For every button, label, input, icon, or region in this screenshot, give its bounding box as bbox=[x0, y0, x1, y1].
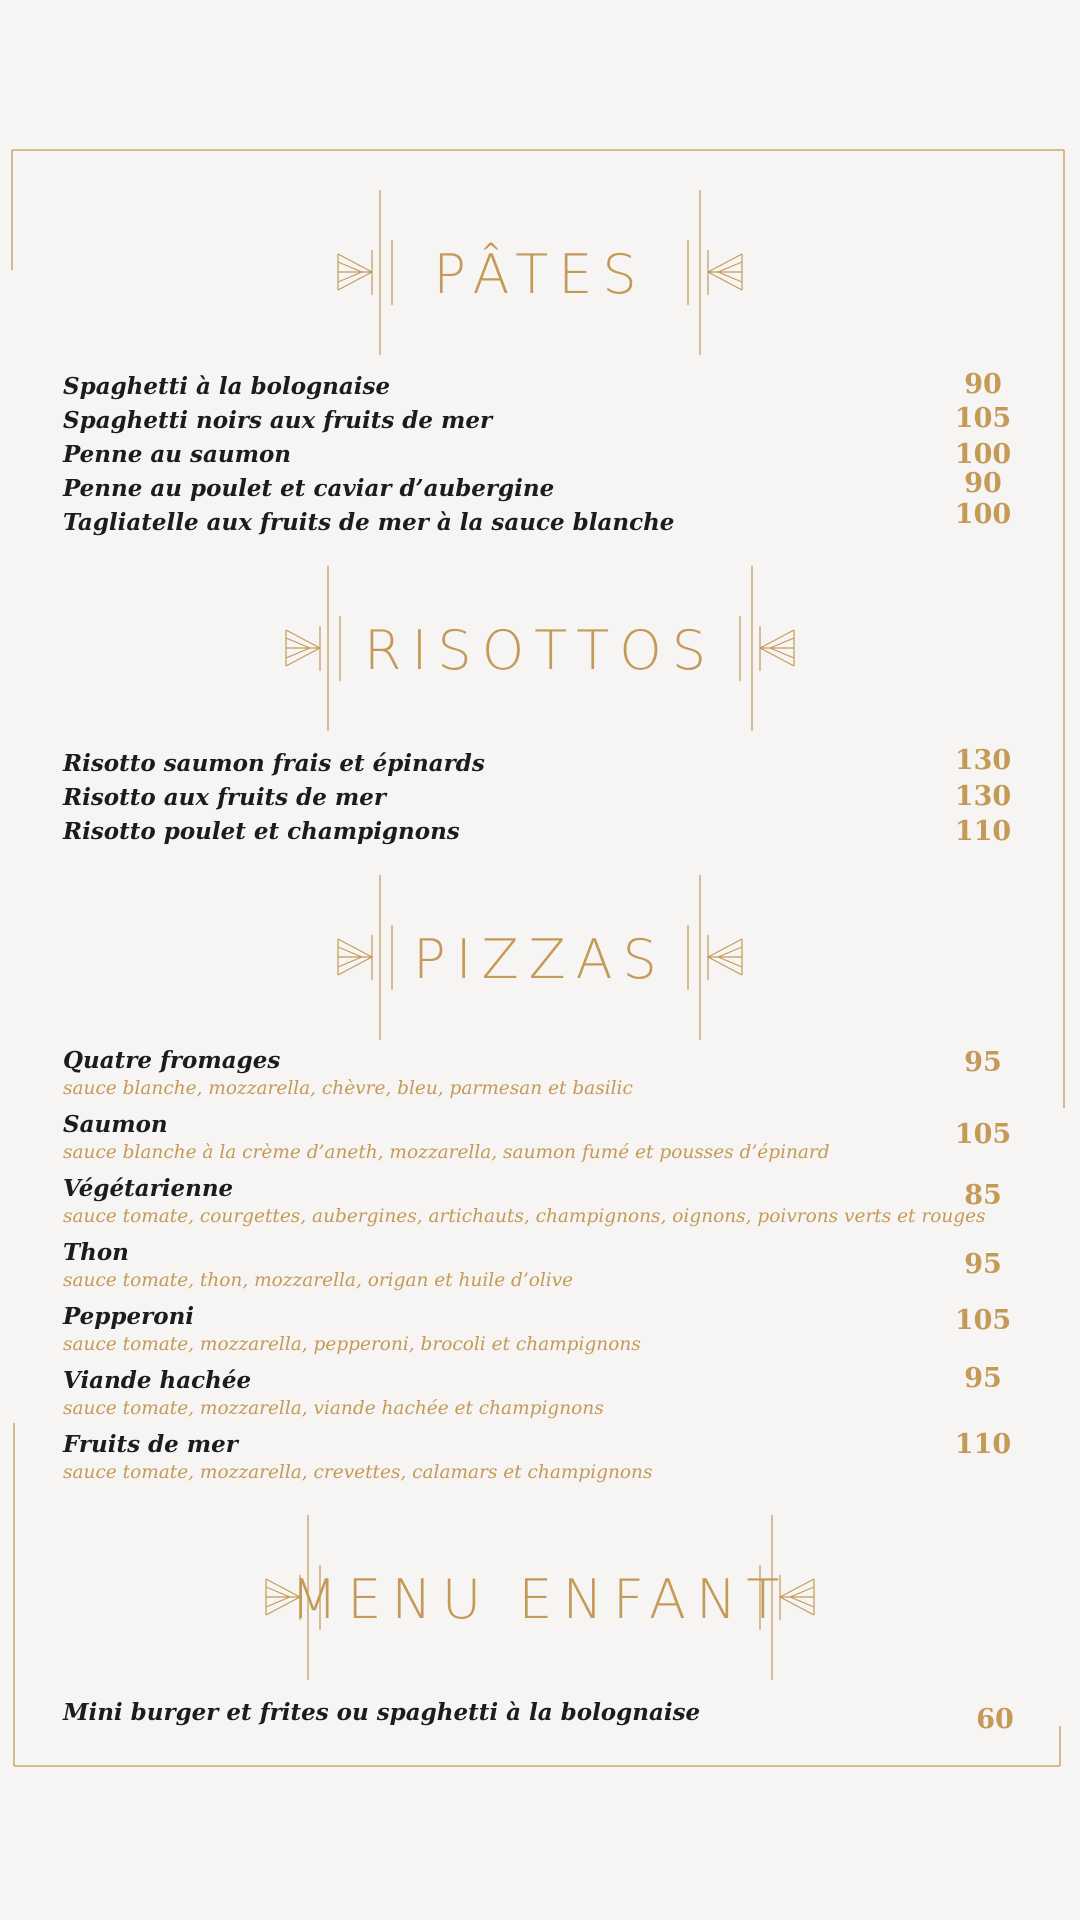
menu-item-price: 105 bbox=[954, 1305, 1012, 1336]
menu-item-price: 90 bbox=[964, 468, 1002, 499]
menu-item-description: sauce tomate, thon, mozzarella, origan et huile d’olive bbox=[63, 1270, 574, 1291]
menu-item-description: sauce tomate, courgettes, aubergines, artichauts, champignons, oignons, poivrons verts et rouges bbox=[63, 1206, 986, 1227]
menu-item-price: 130 bbox=[954, 781, 1012, 812]
menu-item-name: Quatre fromages bbox=[63, 1047, 281, 1074]
menu-item-name: Penne au saumon bbox=[63, 441, 292, 468]
section-title-risottos: RISOTTOS bbox=[363, 619, 717, 682]
menu-item-description: sauce blanche, mozzarella, chèvre, bleu, parmesan et basilic bbox=[63, 1078, 633, 1099]
menu-item-price: 95 bbox=[964, 1363, 1002, 1394]
menu-item-price: 105 bbox=[954, 1119, 1012, 1150]
menu-item-price: 60 bbox=[976, 1704, 1014, 1735]
heading-pates bbox=[0, 190, 1080, 360]
menu-item-price: 105 bbox=[954, 403, 1012, 434]
section-title-pates: PÂTES bbox=[433, 243, 647, 306]
menu-item-description: sauce tomate, mozzarella, pepperoni, brocoli et champignons bbox=[63, 1334, 641, 1355]
menu-item-description: sauce tomate, mozzarella, viande hachée et champignons bbox=[63, 1398, 604, 1419]
heading-pizzas bbox=[0, 875, 1080, 1045]
menu-item-price: 110 bbox=[954, 1429, 1012, 1460]
menu-item-price: 95 bbox=[964, 1249, 1002, 1280]
menu-item-name: Mini burger et frites ou spaghetti à la bolognaise bbox=[63, 1699, 701, 1726]
menu-item-price: 110 bbox=[954, 816, 1012, 847]
menu-item-price: 95 bbox=[964, 1047, 1002, 1078]
menu-item-name: Saumon bbox=[63, 1111, 168, 1138]
menu-item-name: Risotto aux fruits de mer bbox=[63, 784, 386, 811]
menu-item-price: 100 bbox=[954, 439, 1012, 470]
menu-item-name: Penne au poulet et caviar d’aubergine bbox=[63, 475, 555, 502]
section-title-menu-enfant: MENU ENFANT bbox=[290, 1568, 790, 1631]
menu-item-name: Végétarienne bbox=[63, 1175, 234, 1202]
section-title-pizzas: PIZZAS bbox=[413, 928, 667, 991]
menu-item-name: Risotto saumon frais et épinards bbox=[63, 750, 485, 777]
menu-item-name: Viande hachée bbox=[63, 1367, 252, 1394]
menu-item-name: Risotto poulet et champignons bbox=[63, 818, 460, 845]
menu-item-description: sauce blanche à la crème d’aneth, mozzarella, saumon fumé et pousses d’épinard bbox=[63, 1142, 830, 1163]
menu-item-name: Tagliatelle aux fruits de mer à la sauce blanche bbox=[63, 509, 675, 536]
menu-item-price: 130 bbox=[954, 745, 1012, 776]
heading-risottos bbox=[0, 566, 1080, 736]
menu-item-name: Fruits de mer bbox=[63, 1431, 238, 1458]
menu-item-price: 85 bbox=[964, 1180, 1002, 1211]
menu-item-name: Thon bbox=[63, 1239, 129, 1266]
menu-item-name: Spaghetti noirs aux fruits de mer bbox=[63, 407, 493, 434]
menu-item-price: 90 bbox=[964, 369, 1002, 400]
heading-menu-enfant bbox=[0, 1515, 1080, 1685]
menu-item-description: sauce tomate, mozzarella, crevettes, calamars et champignons bbox=[63, 1462, 653, 1483]
menu-item-name: Pepperoni bbox=[63, 1303, 195, 1330]
menu-item-name: Spaghetti à la bolognaise bbox=[63, 373, 391, 400]
menu-item-price: 100 bbox=[954, 499, 1012, 530]
